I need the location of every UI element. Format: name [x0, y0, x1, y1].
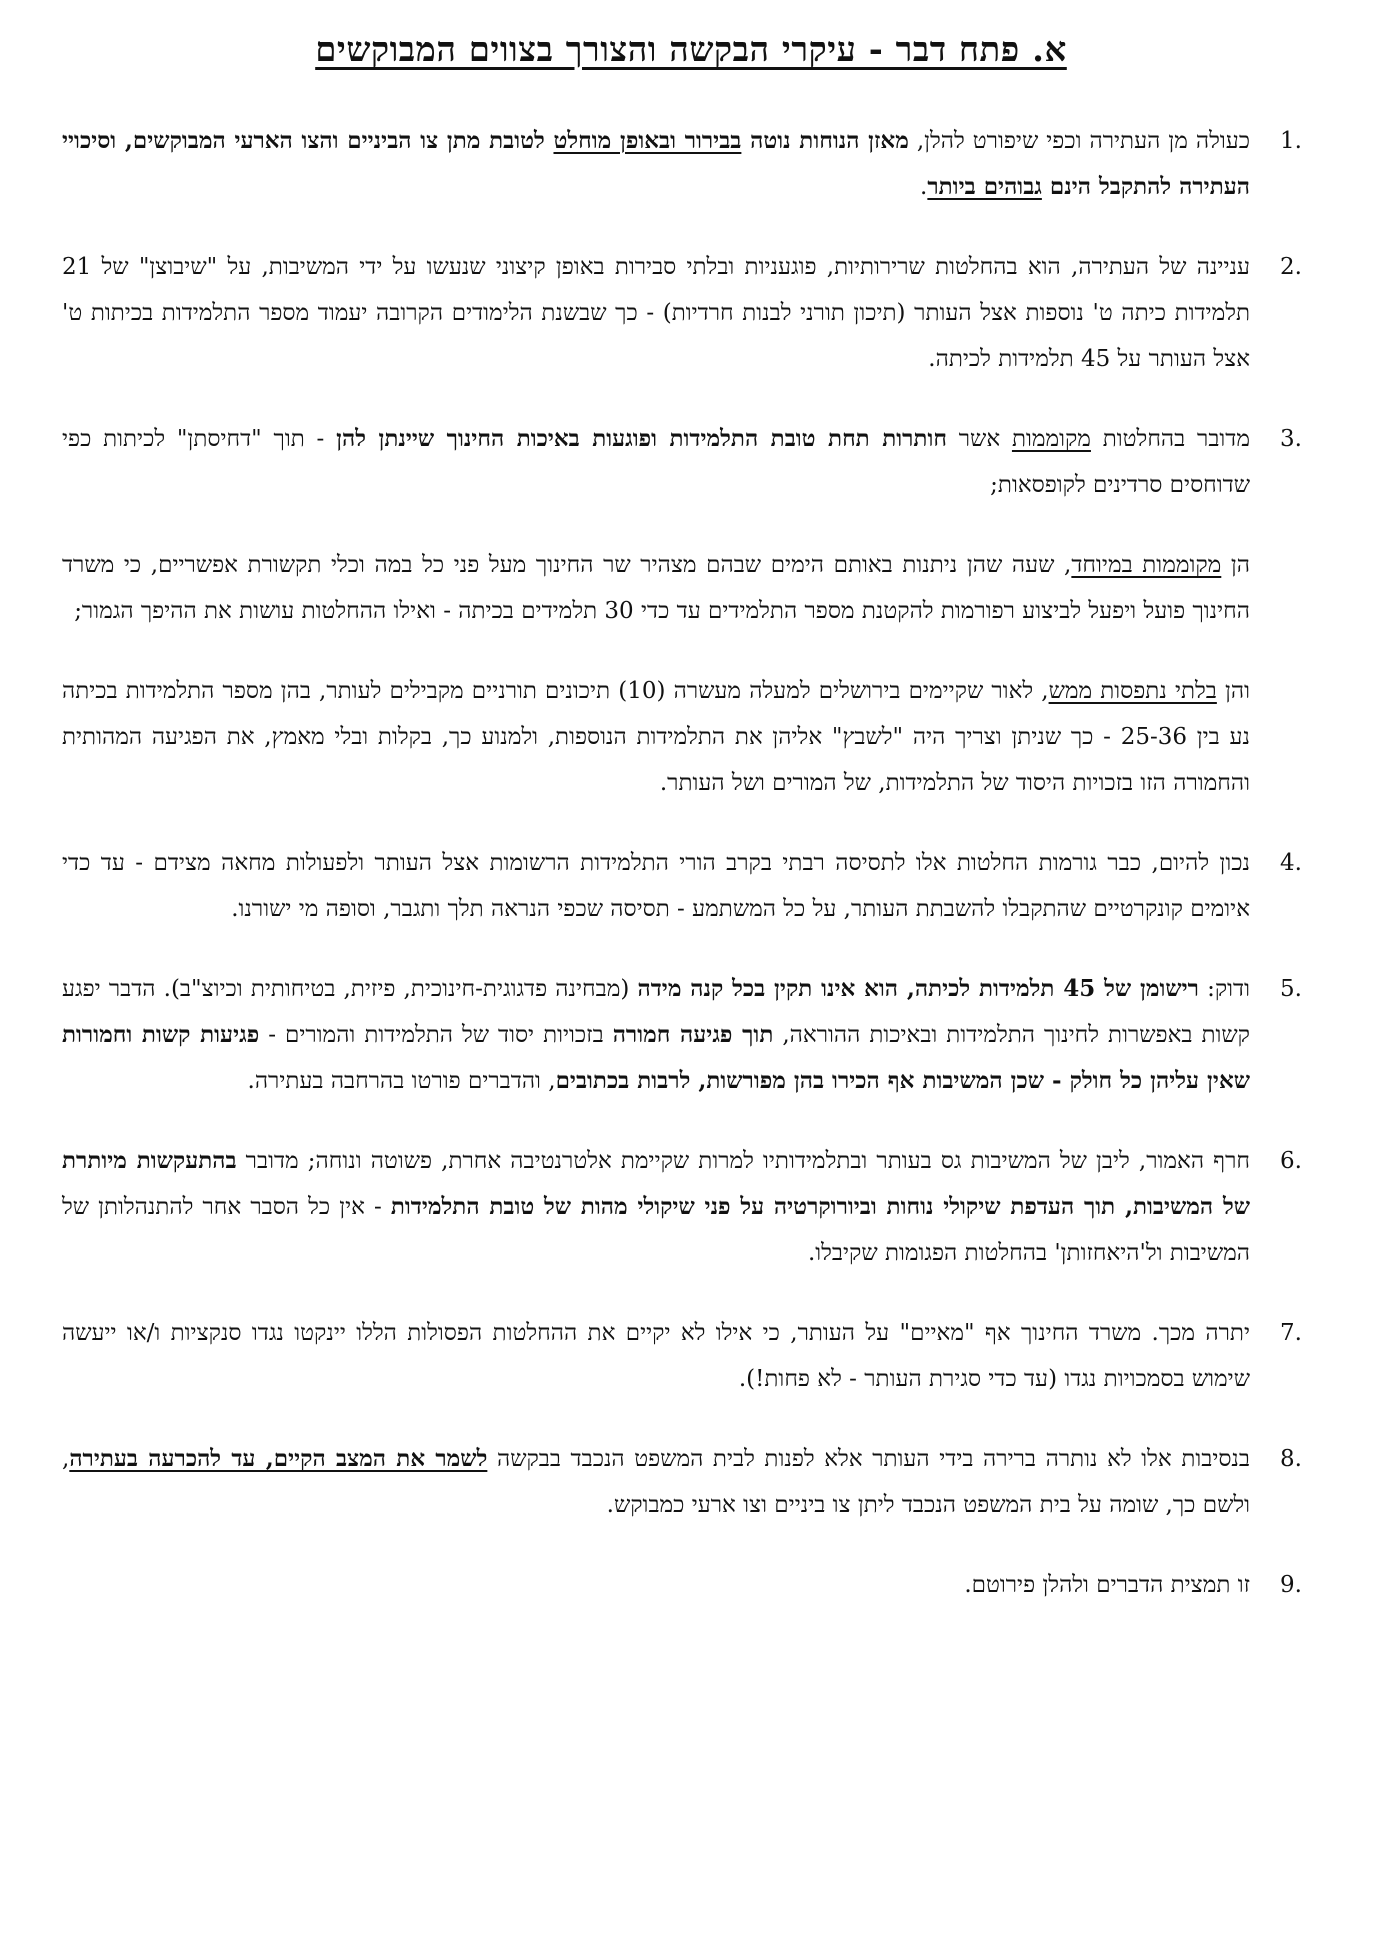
text-run: . — [920, 174, 928, 200]
numbered-paragraph — [62, 1562, 1320, 1608]
text-run: , ולשם כך, שומה על בית המשפט הנכבד ליתן צו ביניים וצו ארעי כמבוקש. — [62, 1446, 1250, 1518]
text-run: בלתי נתפסות ממש — [1048, 678, 1217, 704]
text-run: בבירור ובאופן מוחלט — [553, 127, 742, 154]
text-run: מקוממות — [1011, 426, 1091, 452]
text-run: - אין כל הסבר אחר להתנהלותן של המשיבות ול'היאחזותן' בהחלטות הפגומות שקיבלו. — [62, 1194, 1250, 1266]
text-run: יתרה מכך. משרד החינוך אף "מאיים" על העותר, כי אילו לא יקיים את ההחלטות הפסולות הללו יינקטו נגדו סנקציות ו/או ייעשה שימוש בסמכויות נגדו (עד כדי סגירת העותר - לא פחות!). — [62, 1320, 1250, 1392]
paragraph-text — [62, 1138, 1250, 1276]
text-run: בזכויות יסוד של התלמידות והמורים - — [259, 1022, 613, 1048]
text-run: לשמר את המצב הקיים, עד להכרעה בעתירה — [69, 1445, 488, 1472]
numbered-paragraph — [62, 118, 1320, 210]
paragraph-number: 5. — [1280, 976, 1302, 1002]
paragraph-number: 6. — [1280, 1148, 1302, 1174]
numbered-paragraph — [62, 1310, 1320, 1402]
numbered-paragraph — [62, 840, 1320, 932]
text-run: חותרות תחת טובת התלמידות ופוגעות באיכות החינוך שיינתן להן — [336, 425, 947, 452]
continuation-paragraph — [62, 542, 1320, 634]
paragraph-number: 9. — [1280, 1572, 1302, 1598]
paragraph-text — [62, 1562, 1250, 1608]
paragraph-number: 3. — [1280, 426, 1302, 452]
text-run: גבוהים ביותר — [927, 173, 1042, 200]
text-run: - תוך "דחיסתן" לכיתות כפי שדוחסים סרדינים לקופסאות; — [62, 426, 1250, 498]
text-run: זו תמצית הדברים ולהלן פירוטם. — [964, 1572, 1250, 1598]
text-run: מדובר בהחלטות — [1090, 426, 1251, 452]
text-run: אשר — [946, 426, 1012, 452]
paragraph-list — [62, 118, 1320, 1608]
text-run: , והדברים פורטו בהרחבה בעתירה. — [247, 1068, 556, 1094]
continuation-paragraph — [62, 668, 1320, 806]
paragraph-text — [62, 416, 1250, 508]
numbered-paragraph — [62, 416, 1320, 508]
text-run: ודוק: — [1198, 976, 1250, 1002]
paragraph-number: 1. — [1280, 128, 1302, 154]
numbered-paragraph — [62, 244, 1320, 382]
text-run: עניינה של העתירה, הוא בהחלטות שרירותיות, פוגעניות ובלתי סבירות באופן קיצוני שנעשו על ידי המשיבות, על "שיבוצן" של 21 תלמידות כיתה ט' נוספות אצל העותר (תיכון תורני לבנות חרדיות) - כך שבשנת הלימודים הקרובה יעמוד מספר התלמידות בכיתות ט' אצל העותר על 45 תלמידות לכיתה. — [62, 254, 1250, 372]
text-run: מאזן הנוחות נוטה — [741, 127, 909, 154]
text-run: בהתעקשות מיותרת של המשיבות, תוך העדפת שיקולי נוחות וביורוקרטיה על פני שיקולי מהות של טובת התלמידות — [62, 1147, 1250, 1220]
paragraph-text — [62, 244, 1250, 382]
text-run: , לאור שקיימים בירושלים למעלה מעשרה (10) תיכונים תורניים מקבילים לעותר, בהן מספר התלמידות בכיתה נע בין 25-36 - כך שניתן וצריך היה "לשבץ" אליהן את התלמידות הנוספות, ולמנוע כך, בקלות ובלי מאמץ, את הפגיעה המהותית והחמורה הזו בזכויות היסוד של התלמידות, של המורים ושל העותר. — [62, 678, 1250, 796]
paragraph-text — [62, 1436, 1250, 1528]
paragraph-text — [62, 118, 1250, 210]
numbered-paragraph — [62, 1138, 1320, 1276]
text-run: , שעה שהן ניתנות באותם הימים שבהם מצהיר שר החינוך מעל פני כל במה וכלי תקשורת אפשריים, כי משרד החינוך פועל ויפעל לביצוע רפורמות להקטנת מספר התלמידים עד כדי 30 תלמידים בכיתה - ואילו ההחלטות עושות את ההיפך הגמור; — [62, 552, 1250, 624]
text-run: הן — [1221, 552, 1251, 578]
numbered-paragraph — [62, 966, 1320, 1104]
paragraph-number: 8. — [1280, 1446, 1302, 1472]
paragraph-text — [62, 668, 1250, 806]
text-run: בנסיבות אלו לא נותרה ברירה בידי העותר אלא לפנות לבית המשפט הנכבד בבקשה — [487, 1446, 1251, 1472]
text-run: כעולה מן העתירה וכפי שיפורט להלן, — [908, 128, 1250, 154]
text-run: נכון להיום, כבר גורמות החלטות אלו לתסיסה רבתי בקרב הורי התלמידות הרשומות אצל העותר ולפעולות מחאה מצידם - עד כדי איומים קונקרטיים שהתקבלו להשבתת העותר, על כל המשתמע - תסיסה שכפי הנראה תלך ותגבר, וסופה מי ישורנו. — [62, 850, 1250, 922]
numbered-paragraph — [62, 1436, 1320, 1528]
text-run: חרף האמור, ליבן של המשיבות גס בעותר ובתלמידותיו למרות שקיימת אלטרנטיבה אחרת, פשוטה ונוחה; מדובר — [236, 1148, 1250, 1174]
paragraph-number: 4. — [1280, 850, 1302, 876]
text-run: מקוממות במיוחד — [1071, 552, 1222, 578]
text-run: פגיעות קשות וחמורות שאין עליהן כל חולק - שכן המשיבות אף הכירו בהן מפורשות, לרבות בכתובים — [62, 1021, 1250, 1094]
section-title: א. פתח דבר - עיקרי הבקשה והצורך בצווים המבוקשים — [315, 30, 1067, 70]
paragraph-text — [62, 966, 1250, 1104]
text-run: רישומן של 45 תלמידות לכיתה, הוא אינו תקין בכל קנה מידה — [637, 975, 1199, 1002]
text-run: תוך פגיעה חמורה — [612, 1021, 774, 1048]
paragraph-number: 2. — [1280, 254, 1302, 280]
text-run: לטובת מתן צו הביניים והצו הארעי המבוקשים, וסיכויי העתירה להתקבל הינם — [62, 127, 1250, 200]
paragraph-number: 7. — [1280, 1320, 1302, 1346]
text-run: (מבחינה פדגוגית-חינוכית, פיזית, בטיחותית וכיוצ"ב). הדבר יפגע קשות באפשרות לחינוך התלמידות ובאיכות ההוראה, — [62, 976, 1250, 1048]
paragraph-text — [62, 840, 1250, 932]
text-run: והן — [1216, 678, 1250, 704]
paragraph-text — [62, 1310, 1250, 1402]
paragraph-text — [62, 542, 1250, 634]
